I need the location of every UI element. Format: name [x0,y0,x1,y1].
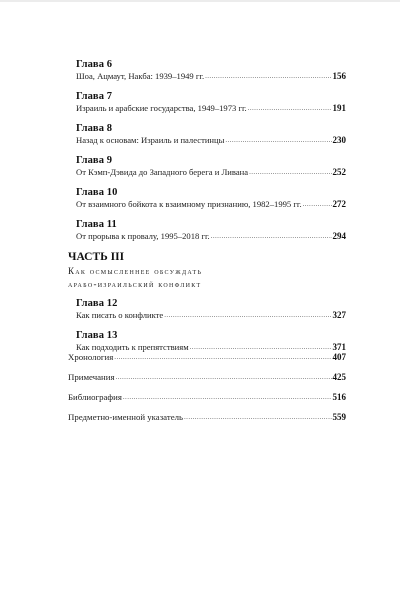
table-of-contents [68,58,346,354]
toc-row [76,167,346,179]
page-number: 425 [332,372,346,382]
toc-entry-chapter-9[interactable] [76,154,346,179]
toc-entry-chapter-8[interactable] [76,122,346,147]
chapter-title: Назад к основам: Израиль и палестинцы [76,135,225,145]
dot-leader [248,103,332,114]
toc-row [76,199,346,211]
chapter-label: Глава 12 [76,298,118,309]
back-matter-list [68,352,346,424]
page-number: 371 [332,342,346,352]
toc-entry-bibliography[interactable] [68,392,346,404]
toc-row [76,310,346,322]
page-number: 516 [332,392,346,402]
toc-entry-chapter-12[interactable] [76,297,346,322]
chapter-title: Как подходить к препятствиям [76,342,189,352]
dot-leader [184,412,331,423]
chapter-title: От взаимного бойкота к взаимному признанию, 1982–1995 гг. [76,199,302,209]
entry-title: Примечания [68,372,115,382]
chapter-label: Глава 9 [76,155,113,166]
toc-row [76,231,346,243]
dot-leader [114,352,331,363]
dot-leader [116,372,332,383]
toc-entry-chapter-10[interactable] [76,186,346,211]
chapter-title: От Кэмп-Дэвида до Западного берега и Ливана [76,167,249,177]
page-number: 230 [332,135,346,145]
entry-title: Библиография [68,392,122,402]
entry-title: Хронология [68,352,114,362]
toc-row [76,135,346,147]
toc-entry-index[interactable] [68,412,346,424]
page-number: 407 [332,352,346,362]
page-number: 252 [332,167,346,177]
toc-entry-chapter-7[interactable] [76,90,346,115]
chapter-label: Глава 6 [76,59,113,70]
page-number: 191 [332,103,346,113]
chapter-label: Глава 13 [76,330,118,341]
chapter-title: Как писать о конфликте [76,310,164,320]
dot-leader [225,135,331,146]
dot-leader [205,71,331,82]
page-number: 272 [332,199,346,209]
part-3-block [68,251,346,354]
entry-title: Предметно-именной указатель [68,412,184,422]
chapter-title: От прорыва к провалу, 1995–2018 гг. [76,231,210,241]
chapter-label: Глава 11 [76,219,117,230]
part-subtitle-line-1: Как осмысленнее обсуждать [68,266,203,276]
dot-leader [249,167,331,178]
chapter-label: Глава 7 [76,91,113,102]
chapter-title: Израиль и арабские государства, 1949–1973 гг. [76,103,247,113]
dot-leader [211,231,332,242]
dot-leader [164,310,331,321]
page-number: 294 [332,231,346,241]
page-number: 327 [332,310,346,320]
page-number: 559 [332,412,346,422]
part-subtitle-line-2: арабо-израильский конфликт [68,279,202,289]
toc-entry-chapter-13[interactable] [76,329,346,354]
chapter-title: Шоа, Ацмаут, Накба: 1939–1949 гг. [76,71,205,81]
page-edge [0,0,400,2]
chapter-label: Глава 8 [76,123,113,134]
toc-entry-chronology[interactable] [68,352,346,364]
toc-row [76,103,346,115]
dot-leader [303,199,332,210]
toc-entry-chapter-11[interactable] [76,218,346,243]
toc-entry-notes[interactable] [68,372,346,384]
part-label[interactable]: ЧАСТЬ III [68,251,125,263]
page-number: 156 [332,71,346,81]
toc-entry-chapter-6[interactable] [76,58,346,83]
chapter-label: Глава 10 [76,187,118,198]
dot-leader [123,392,332,403]
toc-row [76,71,346,83]
